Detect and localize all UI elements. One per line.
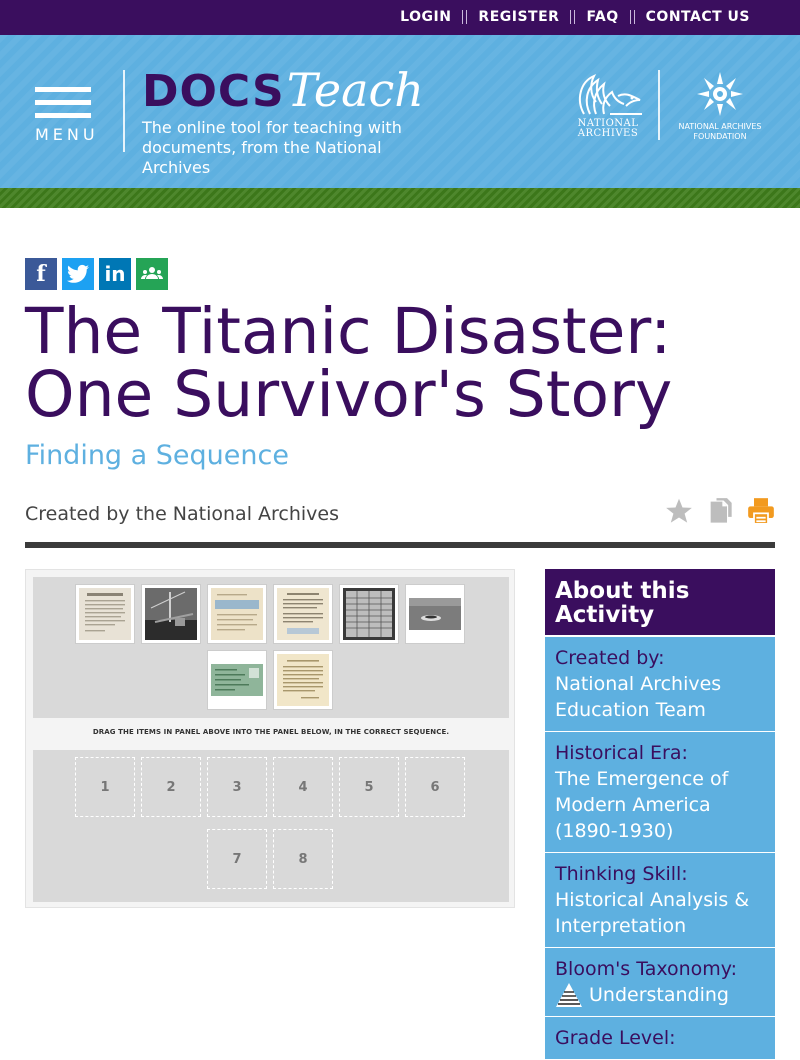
logo-divider: [658, 70, 660, 140]
sequence-slot[interactable]: 5: [339, 757, 399, 817]
created-by-text: Created by the National Archives: [25, 503, 340, 525]
lifeboat-photo-icon: [409, 588, 461, 640]
about-value: National Archives Education Team: [555, 673, 722, 721]
activity-actions: [652, 497, 775, 525]
about-label: Bloom's Taxonomy:: [555, 958, 738, 980]
nav-separator: [630, 10, 635, 24]
document-thumbnail[interactable]: [207, 650, 267, 710]
about-label: Created by:: [555, 647, 665, 669]
site-tagline: The online tool for teaching with documents, from the National Archives: [142, 118, 402, 177]
twitter-icon[interactable]: [62, 258, 94, 290]
about-value: Understanding: [589, 984, 729, 1006]
hamburger-icon: [35, 113, 91, 118]
foundation-star-icon[interactable]: [695, 70, 745, 118]
document-thumbnail[interactable]: [273, 584, 333, 644]
about-value: Historical Analysis & Interpretation: [555, 889, 750, 937]
about-heading: About this Activity: [545, 569, 775, 637]
linkedin-icon[interactable]: in: [99, 258, 131, 290]
about-blooms-taxonomy: [545, 948, 775, 1017]
hamburger-icon: [35, 100, 91, 105]
letter-document-icon: [79, 588, 131, 640]
green-stripe: [0, 188, 800, 208]
ledger-document-icon: [343, 588, 395, 640]
login-link[interactable]: LOGIN: [400, 9, 452, 25]
sequence-slot[interactable]: 6: [405, 757, 465, 817]
logo-docs-text: DOCS: [142, 66, 285, 117]
document-thumbnail[interactable]: [339, 584, 399, 644]
facebook-icon[interactable]: f: [25, 258, 57, 290]
national-archives-eagle-icon[interactable]: [570, 70, 646, 118]
about-value: The Emergence of Modern America (1890-1930): [555, 768, 729, 842]
about-historical-era: [545, 732, 775, 853]
form-document-icon: [277, 588, 329, 640]
top-nav: [400, 9, 750, 25]
menu-label: MENU: [35, 125, 99, 144]
site-header: [0, 35, 800, 188]
top-bar: [0, 0, 800, 35]
social-share-bar: [25, 258, 173, 290]
about-label: Historical Era:: [555, 742, 688, 764]
about-created-by: [545, 637, 775, 732]
national-archives-logo-text: NATIONAL ARCHIVES: [577, 118, 639, 139]
telegram-document-icon: [211, 588, 263, 640]
google-classroom-icon[interactable]: [136, 258, 168, 290]
about-grade-level: [545, 1017, 775, 1060]
sequence-slot[interactable]: 1: [75, 757, 135, 817]
partner-logos: [570, 70, 770, 142]
header-divider: [123, 70, 125, 152]
sequence-slot[interactable]: 4: [273, 757, 333, 817]
pyramid-icon: [555, 982, 583, 1008]
page-title: The Titanic Disaster: One Survivor's Story: [25, 295, 673, 431]
about-activity-sidebar: [545, 569, 775, 1060]
menu-button[interactable]: [35, 87, 105, 147]
typed-letter-icon: [277, 654, 329, 706]
drag-instruction: DRAG THE ITEMS IN PANEL ABOVE INTO THE PANEL BELOW, IN THE CORRECT SEQUENCE.: [92, 728, 450, 736]
register-link[interactable]: REGISTER: [478, 9, 560, 25]
nav-separator: [570, 10, 575, 24]
photo-thumbnail[interactable]: [405, 584, 465, 644]
about-thinking-skill: [545, 853, 775, 948]
section-rule: [25, 542, 775, 548]
classroom-people-icon: [140, 264, 164, 284]
copy-icon[interactable]: [706, 497, 734, 525]
ship-photo-icon: [145, 588, 197, 640]
print-icon[interactable]: [747, 497, 775, 525]
contact-us-link[interactable]: CONTACT US: [645, 9, 750, 25]
nav-separator: [462, 10, 467, 24]
document-thumbnail[interactable]: [207, 584, 267, 644]
sequence-slot[interactable]: 7: [207, 829, 267, 889]
document-thumbnail[interactable]: [273, 650, 333, 710]
document-thumbnail[interactable]: [75, 584, 135, 644]
ticket-document-icon: [211, 654, 263, 706]
bloom-row: [555, 982, 765, 1008]
hamburger-icon: [35, 87, 91, 92]
foundation-logo-text: NATIONAL ARCHIVES FOUNDATION: [678, 122, 762, 141]
activity-type: Finding a Sequence: [25, 440, 289, 471]
logo-teach-text: Teach: [286, 63, 424, 117]
sequence-slot[interactable]: 3: [207, 757, 267, 817]
about-label: Grade Level:: [555, 1027, 676, 1049]
favorite-star-icon[interactable]: [665, 497, 693, 525]
sequence-slot[interactable]: 8: [273, 829, 333, 889]
docsteach-logo[interactable]: [142, 65, 424, 115]
source-items-panel[interactable]: [33, 577, 509, 718]
about-label: Thinking Skill:: [555, 863, 688, 885]
photo-thumbnail[interactable]: [141, 584, 201, 644]
twitter-bird-icon: [67, 264, 89, 284]
sequence-target-panel[interactable]: [33, 750, 509, 902]
sequence-activity: [25, 569, 515, 908]
faq-link[interactable]: FAQ: [586, 9, 619, 25]
sequence-slot[interactable]: 2: [141, 757, 201, 817]
